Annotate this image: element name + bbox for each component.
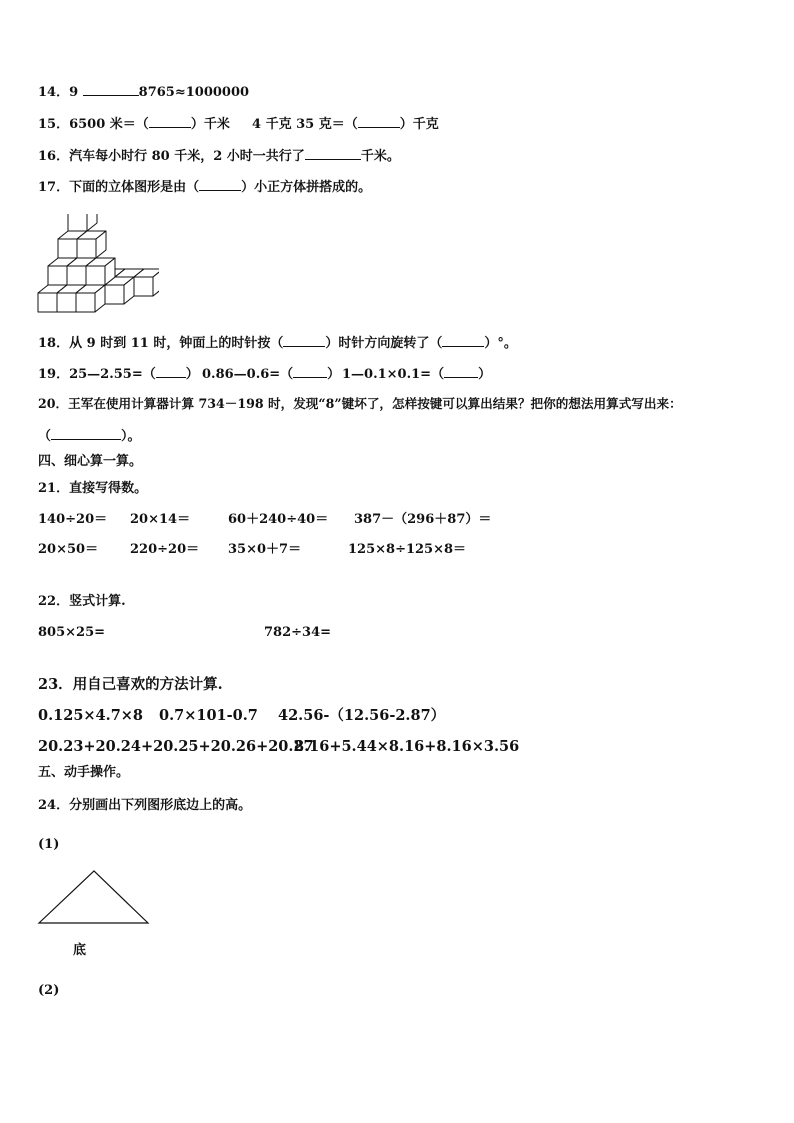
question-20: 20．王军在使用计算器计算 734－198 时，发现“8”键坏了，怎样按键可以算出结果？把你的想法用算式写出来： [38, 396, 682, 411]
answer-blank[interactable] [293, 364, 327, 378]
cube-face [68, 214, 87, 231]
question-20-answer: （ ）。 [38, 426, 141, 446]
answer-blank[interactable] [83, 82, 139, 96]
answer-blank[interactable] [283, 333, 325, 347]
q21-expr: 20×14＝ [130, 512, 191, 527]
question-15: 15．6500 米＝（ ）千米 4 千克 35 克＝（ ）千克 [38, 114, 758, 134]
answer-blank[interactable] [444, 364, 478, 378]
q21-expr: 220÷20＝ [130, 542, 200, 557]
cube-face [67, 266, 86, 285]
q23-expr: 8.16+5.44×8.16+8.16×3.56 [294, 738, 520, 755]
cube-stack-figure [34, 214, 159, 316]
question-23: 23．用自己喜欢的方法计算. [38, 676, 223, 693]
cube-face [105, 285, 124, 304]
cube-face [38, 293, 57, 312]
q24-part-2-label: (2) [38, 983, 60, 998]
cube-face [87, 214, 97, 231]
q21-expr: 387－（296＋87）＝ [354, 512, 492, 527]
q23-expr: 0.125×4.7×8 [38, 707, 144, 724]
q21-expr: 140÷20＝ [38, 512, 108, 527]
question-24: 24．分别画出下列图形底边上的高。 [38, 798, 252, 813]
answer-blank[interactable] [442, 333, 484, 347]
cube-face [77, 239, 96, 258]
cube-face [134, 277, 153, 296]
cube-face [57, 293, 76, 312]
q24-part-1-label: (1) [38, 837, 60, 852]
question-17: 17．下面的立体图形是由（ ）小正方体拼搭成的。 [38, 177, 371, 197]
cube-face [86, 266, 105, 285]
q21-expr: 125×8÷125×8＝ [348, 542, 467, 557]
answer-blank[interactable] [199, 177, 241, 191]
section-4-heading: 四、细心算一算。 [38, 454, 143, 469]
question-16: 16．汽车每小时行 80 千米，2 小时一共行了 千米。 [38, 146, 400, 166]
cube-face [58, 239, 77, 258]
triangle-figure [36, 868, 152, 928]
question-21: 21．直接写得数。 [38, 481, 148, 496]
question-18: 18．从 9 时到 11 时，钟面上的时针按（ ）时针方向旋转了（ ）°。 [38, 333, 517, 353]
question-19: 19．25—2.55=（ ） 0.86—0.6=（ ） 1—0.1×0.1=（ ） [38, 364, 758, 384]
answer-blank[interactable] [358, 114, 400, 128]
q21-expr: 35×0＋7＝ [228, 542, 302, 557]
cube-face [76, 293, 95, 312]
question-22: 22．竖式计算. [38, 594, 126, 609]
q21-expr: 60＋240÷40＝ [228, 512, 329, 527]
base-label: 底 [73, 943, 87, 958]
answer-blank[interactable] [156, 364, 186, 378]
q23-expr: 0.7×101-0.7 [159, 707, 258, 724]
section-5-heading: 五、动手操作。 [38, 765, 130, 780]
question-14: 14．9 8765≈1000000 [38, 82, 249, 102]
cube-face [48, 266, 67, 285]
answer-blank[interactable] [51, 426, 121, 440]
q23-expr: 20.23+20.24+20.25+20.26+20.27 [38, 738, 314, 755]
question-15-part2: 4 千克 35 克＝（ ）千克 [252, 114, 439, 134]
q22-expr: 805×25= [38, 625, 106, 640]
answer-blank[interactable] [305, 146, 361, 160]
q21-expr: 20×50＝ [38, 542, 99, 557]
answer-blank[interactable] [149, 114, 191, 128]
q23-expr: 42.56-（12.56-2.87） [278, 707, 446, 724]
q22-expr: 782÷34= [264, 625, 332, 640]
